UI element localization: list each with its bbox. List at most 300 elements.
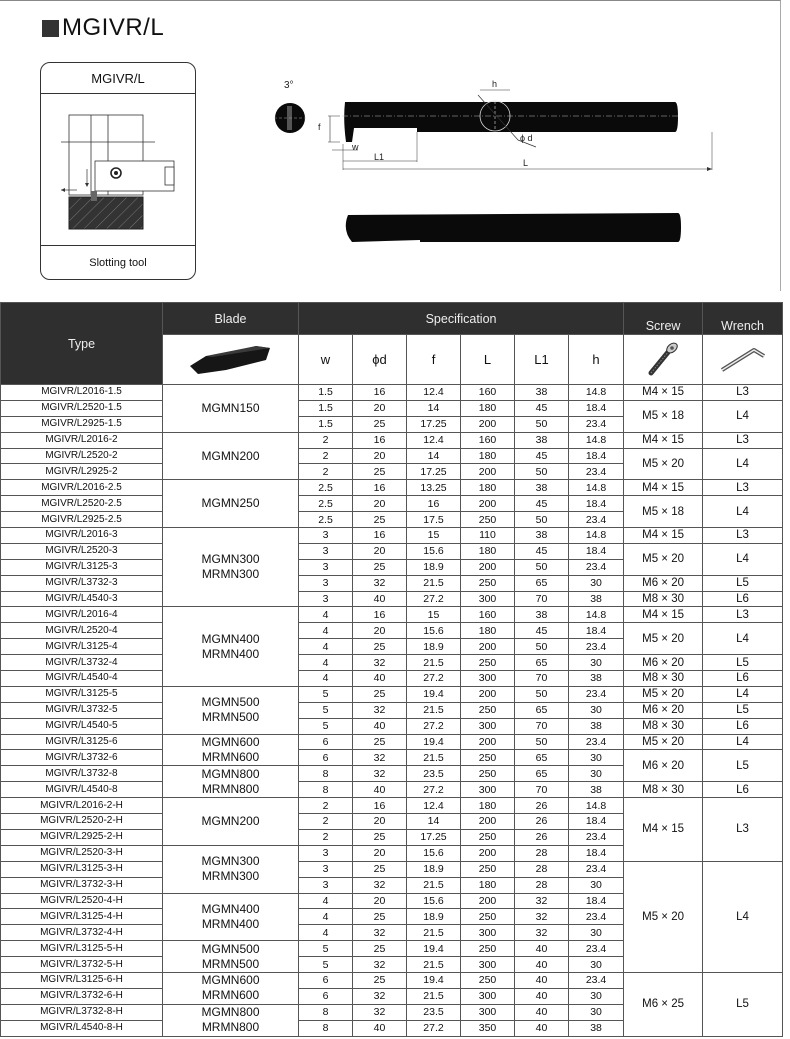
- spec-w-cell: 1.5: [299, 400, 353, 416]
- specification-table: [0, 302, 783, 1037]
- blade-name: MGMN250: [201, 496, 260, 511]
- spec-w-cell: 4: [299, 623, 353, 639]
- spec-f-cell: 13.25: [407, 480, 461, 496]
- spec-w-cell: 2: [299, 798, 353, 814]
- spec-f-cell: 19.4: [407, 941, 461, 957]
- type-cell: MGIVR/L3125-3: [1, 559, 163, 575]
- screw-cell: M4 × 15: [624, 385, 703, 401]
- table-row: [1, 798, 783, 814]
- type-cell: MGIVR/L2925-2: [1, 464, 163, 480]
- type-cell: MGIVR/L3732-6: [1, 750, 163, 766]
- table-row: [1, 718, 783, 734]
- spec-l1-cell: 26: [515, 798, 569, 814]
- header-type: Type: [1, 303, 163, 385]
- spec-l1-cell: 26: [515, 814, 569, 830]
- spec-h-cell: 38: [569, 718, 624, 734]
- wrench-cell: L4: [703, 623, 783, 655]
- screw-cell: M4 × 15: [624, 432, 703, 448]
- blade-cell: [163, 734, 299, 766]
- spec-w-cell: 2: [299, 829, 353, 845]
- spec-d-cell: 32: [353, 988, 407, 1004]
- blade-name: MGMN600: [201, 734, 260, 749]
- spec-h-cell: 30: [569, 1004, 624, 1020]
- spec-d-cell: 40: [353, 782, 407, 798]
- spec-l-cell: 250: [461, 972, 515, 988]
- spec-l1-cell: 32: [515, 925, 569, 941]
- spec-d-cell: 40: [353, 591, 407, 607]
- spec-l-cell: 180: [461, 543, 515, 559]
- wrench-cell: L4: [703, 400, 783, 432]
- title-square-icon: [42, 20, 59, 37]
- spec-l-cell: 300: [461, 925, 515, 941]
- type-cell: MGIVR/L2520-4: [1, 623, 163, 639]
- boring-bar-drawing-icon: [260, 70, 730, 260]
- type-cell: MGIVR/L2520-2.5: [1, 496, 163, 512]
- blade-name: MGMN300: [201, 552, 260, 567]
- blade-cell: [163, 432, 299, 480]
- spec-f-cell: 19.4: [407, 686, 461, 702]
- spec-l1-cell: 38: [515, 432, 569, 448]
- table-row: [1, 686, 783, 702]
- spec-w-cell: 5: [299, 957, 353, 973]
- spec-l-cell: 160: [461, 385, 515, 401]
- blade-image-cell: [163, 335, 299, 385]
- spec-w-cell: 6: [299, 988, 353, 1004]
- table-row: [1, 782, 783, 798]
- spec-d-cell: 32: [353, 1004, 407, 1020]
- angle-label: 3°: [284, 80, 294, 91]
- spec-l-cell: 160: [461, 607, 515, 623]
- spec-w-cell: 3: [299, 591, 353, 607]
- spec-f-cell: 12.4: [407, 385, 461, 401]
- spec-h-cell: 23.4: [569, 416, 624, 432]
- spec-d-cell: 32: [353, 957, 407, 973]
- screw-cell: M5 × 20: [624, 448, 703, 480]
- spec-h-cell: 18.4: [569, 893, 624, 909]
- screw-image-cell: [624, 335, 703, 385]
- spec-l1-cell: 38: [515, 385, 569, 401]
- spec-w-cell: 3: [299, 845, 353, 861]
- spec-f-cell: 27.2: [407, 591, 461, 607]
- wrench-cell: L6: [703, 671, 783, 687]
- blade-cell: [163, 686, 299, 734]
- wrench-cell: L5: [703, 750, 783, 782]
- screw-cell: M4 × 15: [624, 607, 703, 623]
- spec-h-cell: 14.8: [569, 385, 624, 401]
- spec-h-cell: 18.4: [569, 448, 624, 464]
- spec-h-cell: 14.8: [569, 432, 624, 448]
- type-cell: MGIVR/L2520-4-H: [1, 893, 163, 909]
- table-row: [1, 607, 783, 623]
- spec-h-cell: 18.4: [569, 814, 624, 830]
- blade-name: MRMN600: [201, 988, 260, 1003]
- hex-wrench-icon: [718, 344, 768, 374]
- spec-f-cell: 27.2: [407, 671, 461, 687]
- spec-f-cell: 21.5: [407, 988, 461, 1004]
- spec-l-cell: 250: [461, 766, 515, 782]
- spec-d-cell: 20: [353, 543, 407, 559]
- type-cell: MGIVR/L3125-6-H: [1, 972, 163, 988]
- spec-f-cell: 18.9: [407, 639, 461, 655]
- spec-f-cell: 18.9: [407, 559, 461, 575]
- spec-l-cell: 200: [461, 734, 515, 750]
- spec-d-cell: 20: [353, 623, 407, 639]
- spec-l-cell: 300: [461, 591, 515, 607]
- spec-w-cell: 8: [299, 782, 353, 798]
- spec-d-cell: 32: [353, 925, 407, 941]
- type-cell: MGIVR/L3732-3: [1, 575, 163, 591]
- spec-l1-cell: 70: [515, 718, 569, 734]
- type-cell: MGIVR/L4540-4: [1, 671, 163, 687]
- spec-w-cell: 3: [299, 559, 353, 575]
- type-cell: MGIVR/L2520-2: [1, 448, 163, 464]
- blade-name: MGMN400: [201, 631, 260, 646]
- spec-l-cell: 180: [461, 448, 515, 464]
- screw-cell: M4 × 15: [624, 480, 703, 496]
- table-row: [1, 972, 783, 988]
- spec-w-cell: 2: [299, 448, 353, 464]
- spec-l1-cell: 50: [515, 559, 569, 575]
- spec-d-cell: 40: [353, 671, 407, 687]
- table-row: [1, 448, 783, 464]
- spec-w-cell: 5: [299, 686, 353, 702]
- type-cell: MGIVR/L3125-5: [1, 686, 163, 702]
- spec-h-cell: 23.4: [569, 512, 624, 528]
- spec-w-cell: 4: [299, 671, 353, 687]
- spec-l1-cell: 50: [515, 686, 569, 702]
- spec-l-cell: 300: [461, 782, 515, 798]
- spec-d-cell: 20: [353, 400, 407, 416]
- type-cell: MGIVR/L2520-3: [1, 543, 163, 559]
- spec-l1-cell: 65: [515, 655, 569, 671]
- spec-h-cell: 30: [569, 925, 624, 941]
- spec-h-cell: 23.4: [569, 464, 624, 480]
- spec-d-cell: 25: [353, 861, 407, 877]
- spec-d-cell: 25: [353, 512, 407, 528]
- spec-f-cell: 15: [407, 528, 461, 544]
- wrench-cell: L4: [703, 686, 783, 702]
- spec-w-cell: 5: [299, 718, 353, 734]
- spec-l1-cell: 45: [515, 400, 569, 416]
- spec-l1-cell: 40: [515, 1020, 569, 1036]
- type-cell: MGIVR/L4540-8: [1, 782, 163, 798]
- blade-name: MRMN300: [201, 869, 260, 884]
- spec-f-cell: 19.4: [407, 972, 461, 988]
- blade-cell: [163, 798, 299, 846]
- spec-h-cell: 30: [569, 750, 624, 766]
- spec-h-cell: 23.4: [569, 909, 624, 925]
- spec-l1-cell: 45: [515, 623, 569, 639]
- wrench-cell: L3: [703, 798, 783, 862]
- spec-h-cell: 23.4: [569, 861, 624, 877]
- type-cell: MGIVR/L3732-8-H: [1, 1004, 163, 1020]
- spec-d-cell: 40: [353, 718, 407, 734]
- type-cell: MGIVR/L3732-4: [1, 655, 163, 671]
- spec-l-cell: 250: [461, 941, 515, 957]
- wrench-cell: L4: [703, 496, 783, 528]
- spec-d-cell: 16: [353, 385, 407, 401]
- spec-w-cell: 8: [299, 1020, 353, 1036]
- table-row: [1, 496, 783, 512]
- spec-l-cell: 200: [461, 416, 515, 432]
- spec-l1-cell: 50: [515, 464, 569, 480]
- wrench-cell: L6: [703, 591, 783, 607]
- header-specification: Specification: [299, 303, 624, 335]
- spec-w-cell: 4: [299, 639, 353, 655]
- type-cell: MGIVR/L3125-4: [1, 639, 163, 655]
- blade-name: MGMN500: [201, 695, 260, 710]
- table-row: [1, 655, 783, 671]
- spec-d-cell: 25: [353, 909, 407, 925]
- spec-d-cell: 25: [353, 941, 407, 957]
- spec-h-cell: 23.4: [569, 829, 624, 845]
- type-cell: MGIVR/L4540-5: [1, 718, 163, 734]
- spec-f-cell: 17.5: [407, 512, 461, 528]
- spec-h-cell: 23.4: [569, 734, 624, 750]
- table-row: [1, 750, 783, 766]
- spec-w-cell: 2: [299, 432, 353, 448]
- spec-w-cell: 2: [299, 464, 353, 480]
- screw-cell: M4 × 15: [624, 798, 703, 862]
- spec-l1-cell: 38: [515, 528, 569, 544]
- spec-l1-cell: 38: [515, 480, 569, 496]
- header-blade: Blade: [163, 303, 299, 335]
- table-row: [1, 385, 783, 401]
- table-row: [1, 528, 783, 544]
- spec-l1-cell: 40: [515, 957, 569, 973]
- type-cell: MGIVR/L3732-6-H: [1, 988, 163, 1004]
- spec-l-cell: 300: [461, 988, 515, 1004]
- wrench-cell: L4: [703, 734, 783, 750]
- spec-w-cell: 4: [299, 909, 353, 925]
- spec-d-cell: 32: [353, 575, 407, 591]
- spec-l1-cell: 70: [515, 591, 569, 607]
- spec-l1-cell: 32: [515, 893, 569, 909]
- spec-l-cell: 200: [461, 845, 515, 861]
- spec-f-cell: 27.2: [407, 782, 461, 798]
- type-cell: MGIVR/L2520-1.5: [1, 400, 163, 416]
- spec-f-cell: 27.2: [407, 718, 461, 734]
- wrench-cell: L3: [703, 480, 783, 496]
- spec-w-cell: 8: [299, 766, 353, 782]
- col-l1: L1: [515, 335, 569, 385]
- spec-f-cell: 27.2: [407, 1020, 461, 1036]
- spec-l-cell: 250: [461, 750, 515, 766]
- dim-f-label: f: [318, 122, 321, 132]
- spec-d-cell: 16: [353, 607, 407, 623]
- type-cell: MGIVR/L2925-2-H: [1, 829, 163, 845]
- spec-l1-cell: 45: [515, 543, 569, 559]
- spec-l1-cell: 65: [515, 575, 569, 591]
- table-row: [1, 575, 783, 591]
- wrench-cell: L6: [703, 718, 783, 734]
- spec-w-cell: 2.5: [299, 496, 353, 512]
- spec-l1-cell: 70: [515, 671, 569, 687]
- screw-cell: M8 × 30: [624, 718, 703, 734]
- col-l: L: [461, 335, 515, 385]
- spec-h-cell: 38: [569, 1020, 624, 1036]
- dim-w-label: w: [352, 142, 359, 152]
- spec-h-cell: 30: [569, 702, 624, 718]
- spec-d-cell: 16: [353, 528, 407, 544]
- spec-h-cell: 23.4: [569, 941, 624, 957]
- spec-l1-cell: 50: [515, 512, 569, 528]
- spec-h-cell: 18.4: [569, 543, 624, 559]
- spec-d-cell: 32: [353, 750, 407, 766]
- spec-w-cell: 4: [299, 893, 353, 909]
- screw-cell: M5 × 20: [624, 623, 703, 655]
- dim-h-label: h: [492, 79, 498, 89]
- spec-h-cell: 18.4: [569, 496, 624, 512]
- spec-w-cell: 4: [299, 607, 353, 623]
- spec-w-cell: 4: [299, 655, 353, 671]
- table-row: [1, 671, 783, 687]
- wrench-cell: L4: [703, 861, 783, 972]
- spec-l-cell: 250: [461, 512, 515, 528]
- blade-cell: [163, 480, 299, 528]
- blade-name: MRMN800: [201, 781, 260, 796]
- blade-cell: [163, 528, 299, 607]
- screw-cell: M5 × 18: [624, 400, 703, 432]
- type-cell: MGIVR/L3125-6: [1, 734, 163, 750]
- spec-l1-cell: 45: [515, 496, 569, 512]
- spec-l-cell: 200: [461, 464, 515, 480]
- specification-table-body: [1, 385, 783, 1037]
- wrench-cell: L5: [703, 702, 783, 718]
- spec-l1-cell: 65: [515, 750, 569, 766]
- spec-l-cell: 350: [461, 1020, 515, 1036]
- spec-w-cell: 6: [299, 972, 353, 988]
- blade-cell: [163, 607, 299, 686]
- spec-w-cell: 3: [299, 543, 353, 559]
- spec-l-cell: 250: [461, 829, 515, 845]
- spec-f-cell: 18.9: [407, 909, 461, 925]
- card-title: MGIVR/L: [41, 63, 195, 94]
- spec-h-cell: 38: [569, 671, 624, 687]
- spec-d-cell: 40: [353, 1020, 407, 1036]
- spec-f-cell: 18.9: [407, 861, 461, 877]
- spec-w-cell: 2: [299, 814, 353, 830]
- spec-f-cell: 21.5: [407, 877, 461, 893]
- wrench-cell: L3: [703, 528, 783, 544]
- col-h: h: [569, 335, 624, 385]
- spec-f-cell: 14: [407, 814, 461, 830]
- screw-cell: M8 × 30: [624, 591, 703, 607]
- type-cell: MGIVR/L3732-8: [1, 766, 163, 782]
- spec-l-cell: 250: [461, 575, 515, 591]
- spec-l-cell: 200: [461, 814, 515, 830]
- spec-l-cell: 180: [461, 480, 515, 496]
- spec-l1-cell: 28: [515, 877, 569, 893]
- spec-h-cell: 18.4: [569, 845, 624, 861]
- screw-cell: M6 × 20: [624, 702, 703, 718]
- table-row: [1, 480, 783, 496]
- page-title: MGIVR/L: [42, 14, 164, 42]
- spec-h-cell: 38: [569, 782, 624, 798]
- spec-h-cell: 30: [569, 957, 624, 973]
- table-row: [1, 623, 783, 639]
- type-cell: MGIVR/L2016-2-H: [1, 798, 163, 814]
- screw-icon: [643, 339, 683, 379]
- spec-l-cell: 200: [461, 559, 515, 575]
- spec-l-cell: 200: [461, 686, 515, 702]
- spec-h-cell: 23.4: [569, 559, 624, 575]
- spec-l-cell: 200: [461, 893, 515, 909]
- type-cell: MGIVR/L3125-3-H: [1, 861, 163, 877]
- blade-name: MGMN400: [201, 901, 260, 916]
- spec-d-cell: 25: [353, 639, 407, 655]
- type-cell: MGIVR/L4540-3: [1, 591, 163, 607]
- spec-l-cell: 300: [461, 671, 515, 687]
- spec-f-cell: 23.5: [407, 766, 461, 782]
- spec-w-cell: 1.5: [299, 416, 353, 432]
- spec-f-cell: 19.4: [407, 734, 461, 750]
- spec-f-cell: 17.25: [407, 416, 461, 432]
- spec-l1-cell: 28: [515, 845, 569, 861]
- spec-l1-cell: 40: [515, 972, 569, 988]
- type-cell: MGIVR/L3732-3-H: [1, 877, 163, 893]
- spec-w-cell: 3: [299, 877, 353, 893]
- spec-l-cell: 200: [461, 639, 515, 655]
- spec-w-cell: 5: [299, 702, 353, 718]
- spec-h-cell: 30: [569, 575, 624, 591]
- blade-name: MGMN200: [201, 813, 260, 828]
- spec-l-cell: 250: [461, 702, 515, 718]
- spec-l1-cell: 40: [515, 941, 569, 957]
- spec-l-cell: 300: [461, 718, 515, 734]
- type-cell: MGIVR/L3732-5: [1, 702, 163, 718]
- screw-cell: M6 × 20: [624, 575, 703, 591]
- spec-f-cell: 15.6: [407, 623, 461, 639]
- spec-l-cell: 200: [461, 496, 515, 512]
- spec-h-cell: 23.4: [569, 686, 624, 702]
- spec-f-cell: 21.5: [407, 655, 461, 671]
- wrench-cell: L4: [703, 543, 783, 575]
- spec-w-cell: 3: [299, 528, 353, 544]
- header-screw: Screw: [624, 303, 703, 335]
- spec-h-cell: 14.8: [569, 798, 624, 814]
- spec-l-cell: 180: [461, 877, 515, 893]
- spec-w-cell: 2.5: [299, 512, 353, 528]
- wrench-cell: L4: [703, 448, 783, 480]
- wrench-cell: L5: [703, 655, 783, 671]
- spec-w-cell: 3: [299, 861, 353, 877]
- type-cell: MGIVR/L3732-5-H: [1, 957, 163, 973]
- spec-w-cell: 1.5: [299, 385, 353, 401]
- table-row: [1, 861, 783, 877]
- col-phid: ϕd: [353, 335, 407, 385]
- spec-w-cell: 4: [299, 925, 353, 941]
- spec-f-cell: 14: [407, 448, 461, 464]
- screw-cell: M6 × 20: [624, 655, 703, 671]
- screw-cell: M5 × 20: [624, 543, 703, 575]
- spec-d-cell: 20: [353, 814, 407, 830]
- dim-l-label: L: [523, 158, 529, 168]
- spec-l1-cell: 26: [515, 829, 569, 845]
- spec-d-cell: 32: [353, 655, 407, 671]
- spec-h-cell: 18.4: [569, 400, 624, 416]
- dim-l1-label: L1: [374, 152, 385, 162]
- spec-h-cell: 14.8: [569, 528, 624, 544]
- blade-name: MRMN600: [201, 749, 260, 764]
- spec-f-cell: 21.5: [407, 702, 461, 718]
- blade-cell: [163, 845, 299, 893]
- spec-l-cell: 300: [461, 1004, 515, 1020]
- wrench-cell: L5: [703, 575, 783, 591]
- table-row: [1, 400, 783, 416]
- type-cell: MGIVR/L3125-4-H: [1, 909, 163, 925]
- spec-f-cell: 23.5: [407, 1004, 461, 1020]
